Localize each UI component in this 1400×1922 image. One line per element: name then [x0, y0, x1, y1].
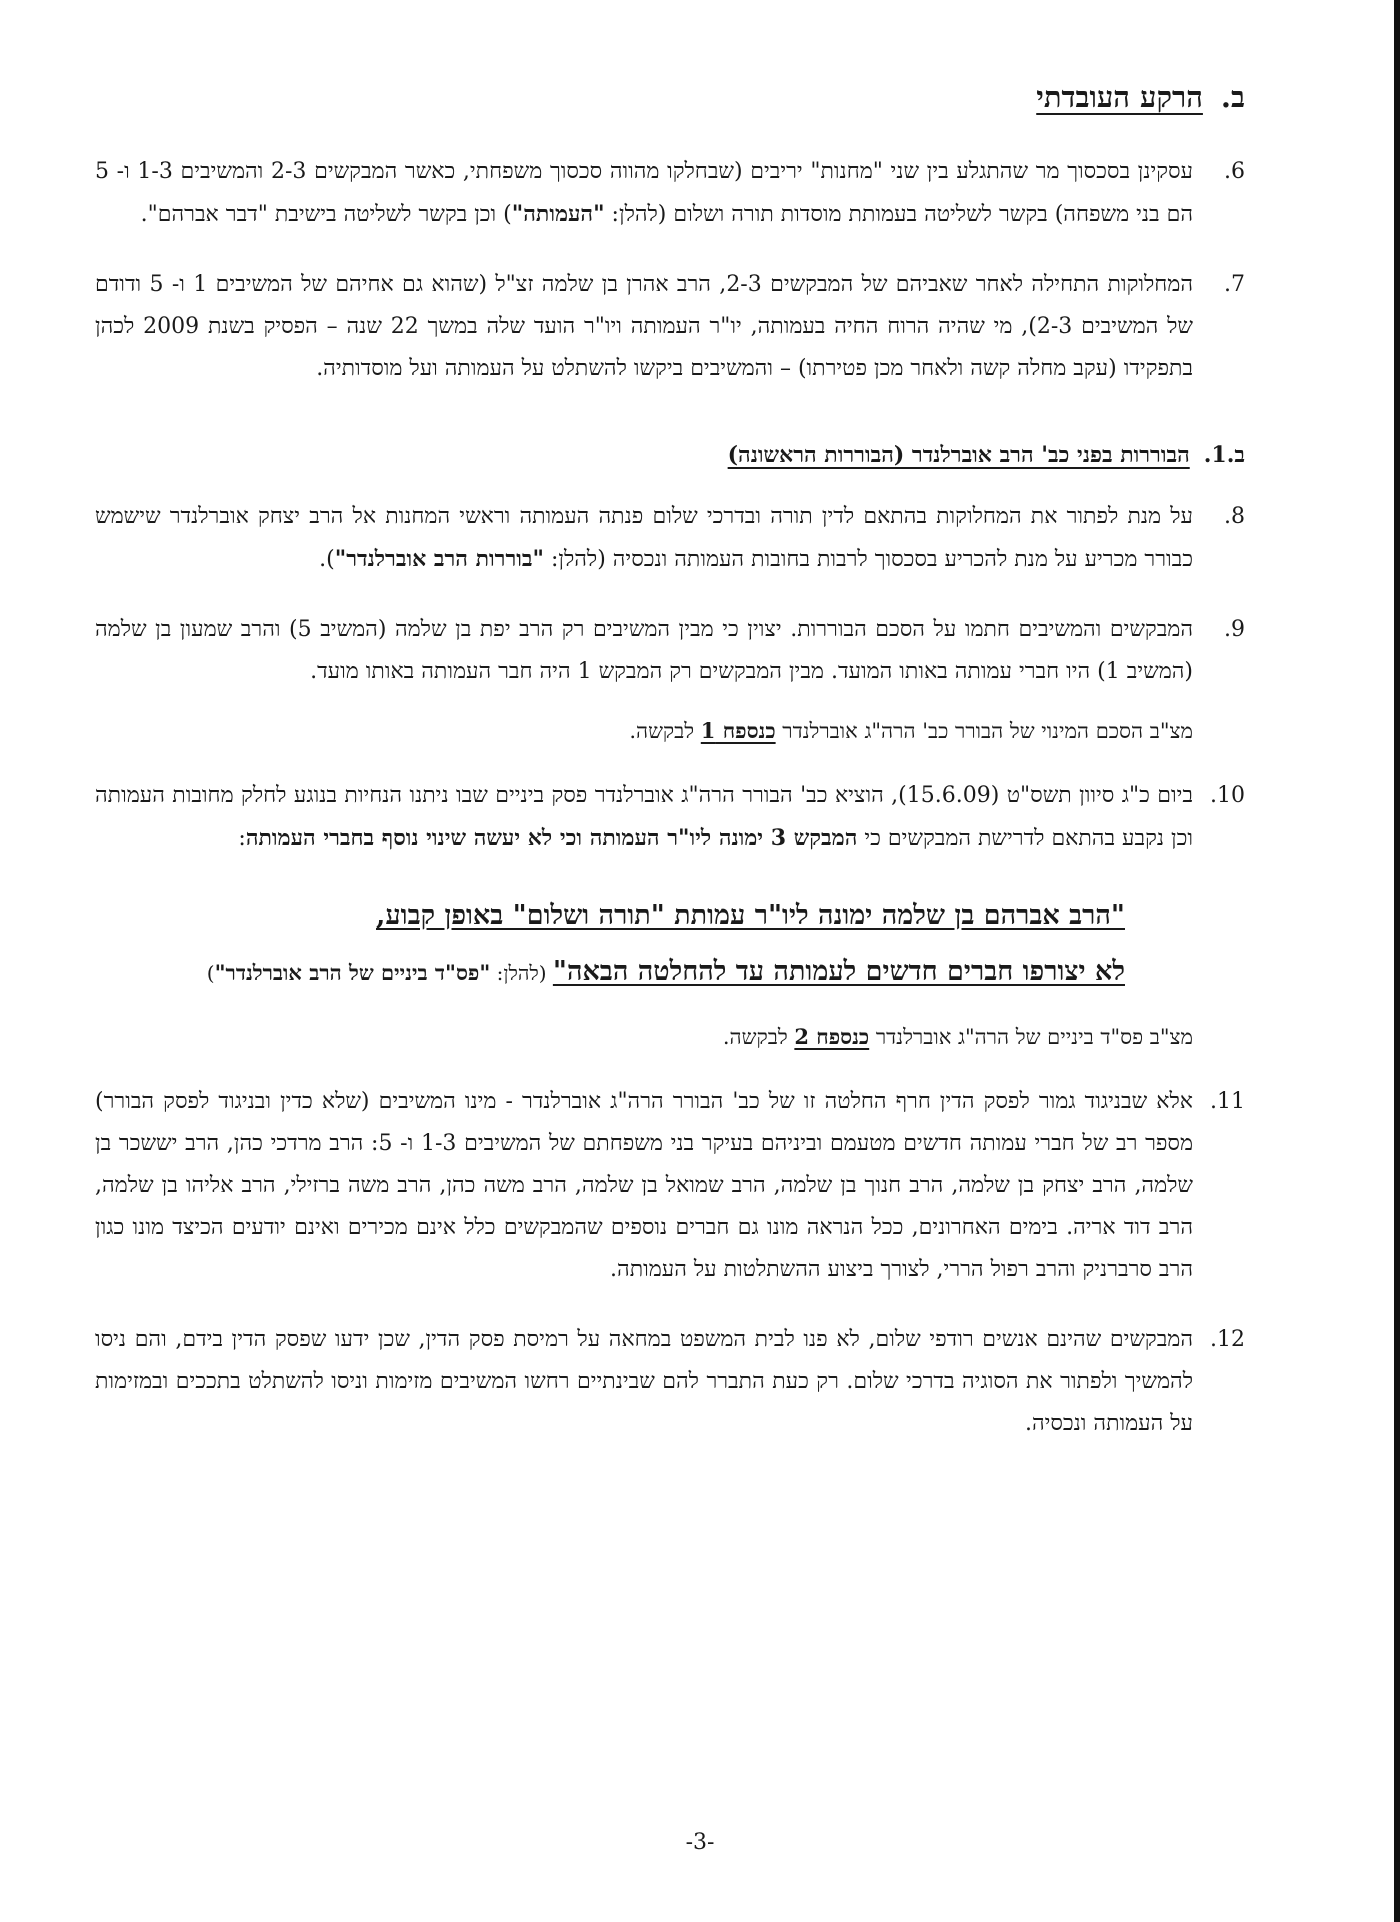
paragraph-7: [95, 264, 1245, 390]
text-run: ): [206, 961, 215, 985]
paragraph-text: אלא שבניגוד גמור לפסק הדין חרף החלטה זו של כב' הבורר הרה"ג אוברלנדר - מינו המשיבים (שלא כדין ובניגוד לפסק הבורר) מספר רב של חברי עמותה חדשים מטעמם וביניהם בעיקר בני משפחתם של המשיבים 1-3 ו- 5: הרב מרדכי כהן, הרב יששכר בן שלמה, הרב יצחק בן שלמה, הרב חנוך בן שלמה, הרב שמואל בן שלמה, הרב משה כהן, הרב משה ברזילי, הרב אליהו בן שלמה, הרב דוד אריה. בימים האחרונים, ככל הנראה מונו גם חברים נוספים שהמבקשים כלל אינם מכירים ואינם יודעים הכיצד מונו כגון הרב סרברניק והרב רפול הררי, לצורך ביצוע ההשתלטות על העמותה.: [95, 1089, 1193, 1282]
text-run: עסקינן בסכסוך מר שהתגלע בין שני "מחנות" יריבים (שבחלקו מהווה סכסוך משפחתי, כאשר המבקשים 2-3 והמשיבים 1-3 ו- 5 הם בני משפחה) בקשר לשליטה בעמותת מוסדות תורה ושלום (להלן:: [95, 159, 1193, 227]
paragraph-text: [95, 775, 1193, 860]
defined-term: "פס"ד ביניים של הרב אוברלנדר": [214, 960, 491, 985]
section-heading-b1: [95, 442, 1245, 468]
section-number: ב.1.: [1203, 442, 1245, 468]
paragraph-10: [95, 775, 1245, 860]
quote-line-2: [175, 944, 1125, 1001]
text-run: ) וכן בקשר לשליטה בישיבת "דבר אברהם".: [140, 202, 512, 227]
paragraph-text: [95, 151, 1193, 236]
paragraph-number: 12.: [1210, 1327, 1245, 1352]
attachment-label: כנספח 1: [700, 718, 776, 743]
text-run: לבקשה.: [629, 719, 701, 743]
quote-line-1: "הרב אברהם בן שלמה ימונה ליו"ר עמותת "תורה ושלום" באופן קבוע,: [376, 900, 1125, 931]
quote-text: לא יצורפו חברים חדשים לעמותה עד להחלטה הבאה": [552, 956, 1125, 987]
scan-edge: [1394, 0, 1400, 1922]
section-title: הבוררות בפני כב' הרב אוברלנדר (הבוררות הראשונה): [727, 442, 1190, 468]
section-title: הרקע העובדתי: [1036, 80, 1203, 114]
paragraph-8: [95, 496, 1245, 581]
paragraph-number: 10.: [1210, 783, 1245, 808]
paragraph-text: [95, 496, 1193, 581]
paragraph-text: המחלוקות התחילה לאחר שאביהם של המבקשים 2-3, הרב אהרן בן שלמה זצ"ל (שהוא גם אחיהם של המשיבים 1 ו- 5 ודודם של המשיבים 2-3), מי שהיה הרוח החיה בעמותה, יו"ר העמותה ויו"ר הועד שלה במשך 22 שנה – הפסיק בשנת 2009 לכהן בתפקידו (עקב מחלה קשה ולאחר מכן פטירתו) – והמשיבים ביקשו להשתלט על העמותה ועל מוסדותיה.: [95, 272, 1194, 381]
paragraph-number: 8.: [1224, 504, 1245, 529]
section-letter: ב.: [1220, 80, 1245, 114]
paragraph-12: [95, 1319, 1245, 1445]
text-run: לבקשה.: [722, 1025, 795, 1049]
text-run: ).: [319, 547, 335, 572]
attachment-note-2: [95, 1017, 1193, 1057]
text-run: על מנת לפתור את המחלוקות בהתאם לדין תורה ובדרכי שלום פנתה העמותה וראשי המחנות אל הרב יצחק אוברלנדר שישמש כבורר מכריע על מנת להכריע בסכסוך לרבות בחובות העמותה ונכסיה (להלן:: [95, 504, 1193, 572]
paragraph-number: 9.: [1224, 617, 1245, 642]
page-number: -3-: [685, 1830, 715, 1855]
paragraph-9: [95, 609, 1245, 693]
paragraph-number: 11.: [1210, 1089, 1245, 1114]
text-run: מצ"ב הסכם המינוי של הבורר כב' הרה"ג אוברלנדר: [775, 719, 1193, 743]
text-run: (להלן:: [490, 961, 553, 985]
paragraph-6: [95, 151, 1245, 236]
paragraph-number: 6.: [1224, 159, 1245, 184]
quoted-ruling: [175, 888, 1125, 1001]
paragraph-text: המבקשים שהינם אנשים רודפי שלום, לא פנו לבית המשפט במחאה על רמיסת פסק הדין, שכן ידעו שפסק הדין בידם, והם ניסו להמשיך ולפתור את הסוגיה בדרכי שלום. רק כעת התברר להם שבינתיים רחשו המשיבים מזימות וניסו להשתלט בתככים ובמזימות על העמותה ונכסיה.: [95, 1327, 1193, 1436]
text-run: מצ"ב פס"ד ביניים של הרה"ג אוברלנדר: [869, 1025, 1193, 1049]
attachment-label: כנספח 2: [794, 1024, 870, 1049]
attachment-note-1: [95, 711, 1193, 751]
document-page: [95, 80, 1245, 1473]
text-run: ביום כ"ג סיוון תשס"ט (15.6.09), הוציא כב' הבורר הרה"ג אוברלנדר פסק ביניים שבו ניתנו הנחיות בנוגע לחלק מחובות העמותה וכן נקבע בהתאם לדרישת המבקשים כי: [95, 783, 1193, 851]
text-run: :: [238, 826, 246, 851]
defined-term: "בוררות הרב אוברלנדר": [334, 546, 544, 572]
bold-text: המבקש 3 ימונה ליו"ר העמותה וכי לא יעשה שינוי נוסף בחברי העמותה: [245, 825, 858, 851]
paragraph-text: המבקשים והמשיבים חתמו על הסכם הבוררות. יצוין כי מבין המשיבים רק הרב יפת בן שלמה (המשיב 5) והרב שמעון בן שלמה (המשיב 1) היו חברי עמותה באותו המועד. מבין המבקשים רק המבקש 1 היה חבר העמותה באותו מועד.: [95, 617, 1193, 684]
paragraph-11: [95, 1081, 1245, 1291]
paragraph-number: 7.: [1224, 272, 1245, 297]
section-heading-b: [95, 80, 1245, 115]
defined-term: "העמותה": [511, 201, 605, 227]
